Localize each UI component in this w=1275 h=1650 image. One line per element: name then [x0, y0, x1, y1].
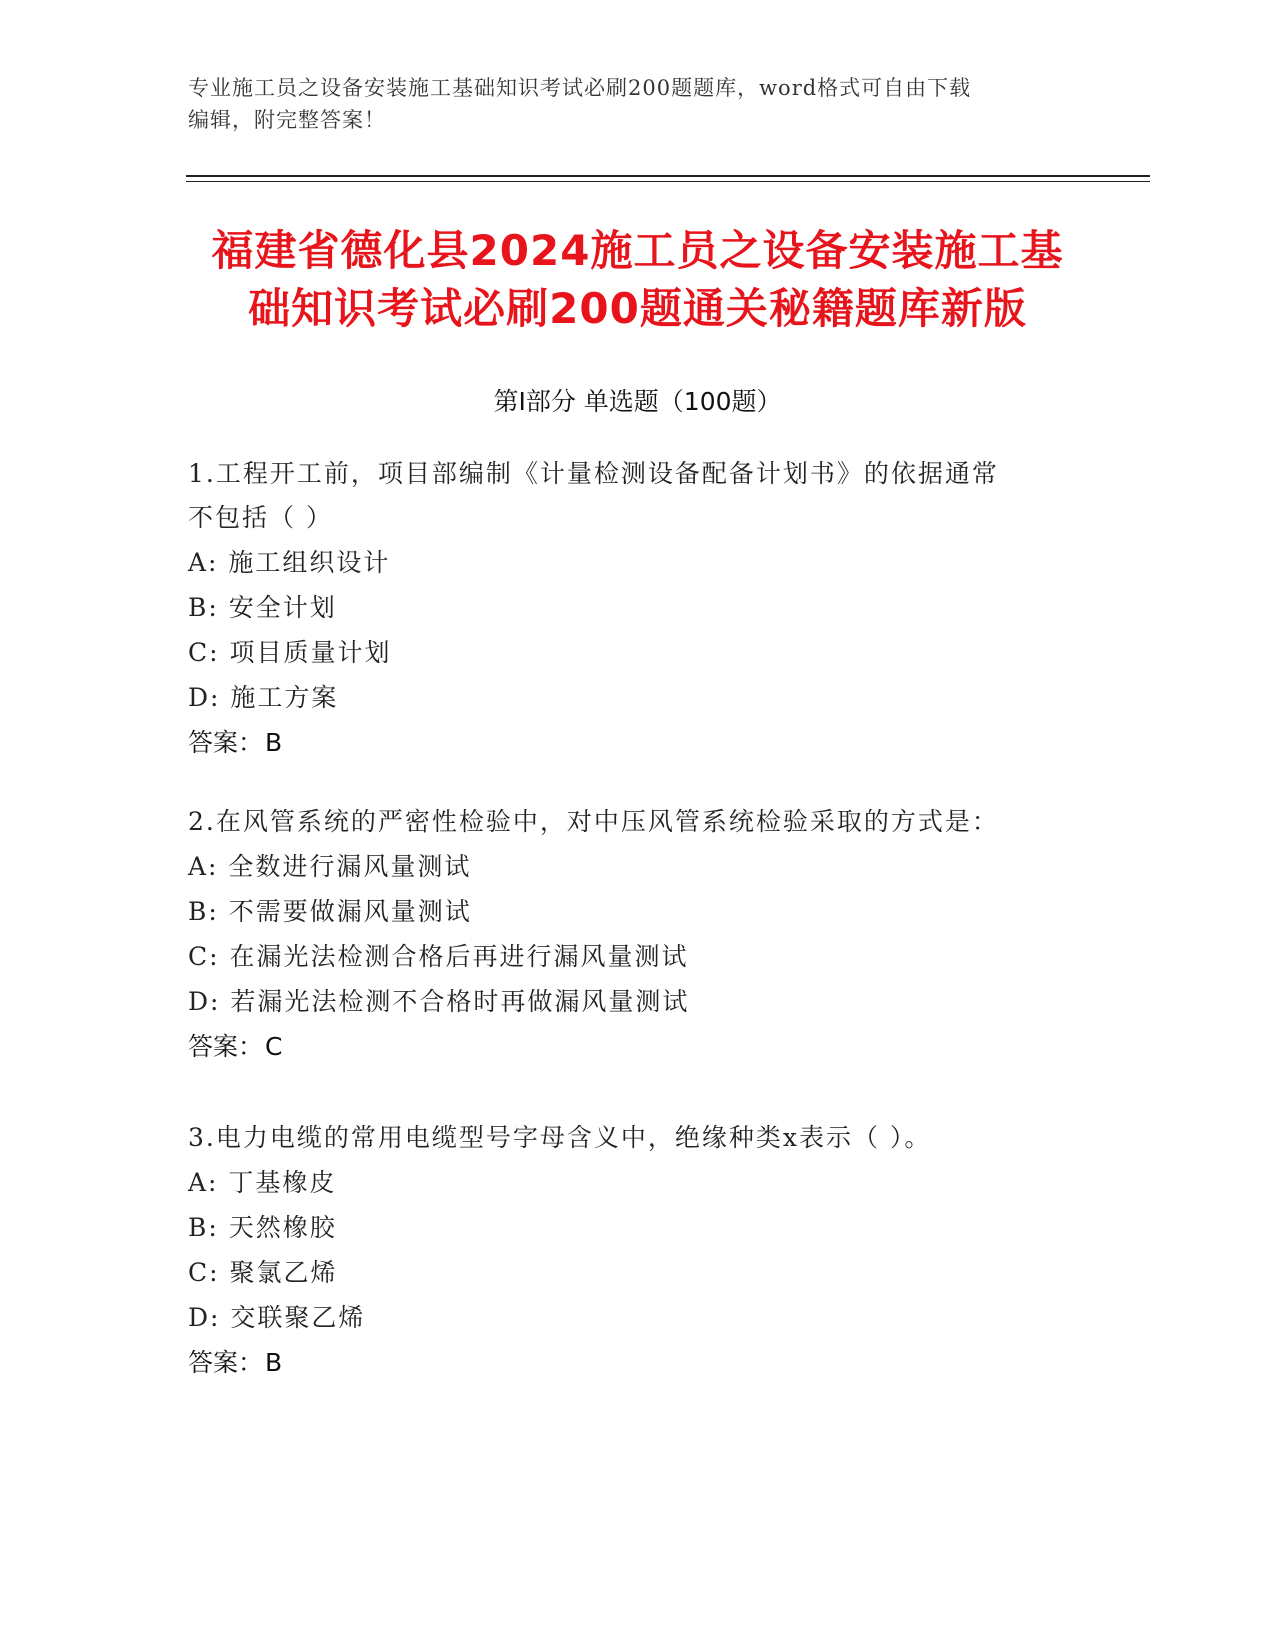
- question-1: [188, 452, 1088, 765]
- answer-label: 答案：: [188, 1032, 264, 1061]
- option-a: A: 施工组织设计: [188, 548, 391, 577]
- answer-value: B: [265, 728, 283, 757]
- answer-value: B: [265, 1348, 283, 1377]
- question-stem-line-2: 不包括（ ）: [188, 503, 333, 532]
- question-stem-line-1: 2.在风管系统的严密性检验中，对中压风管系统检验采取的方式是：: [188, 807, 999, 836]
- option-b: B: 安全计划: [188, 593, 337, 622]
- question-stem-line-1: 3.电力电缆的常用电缆型号字母含义中，绝缘种类x表示（ ）。: [188, 1123, 932, 1152]
- option-d: D: 施工方案: [188, 683, 339, 712]
- option-c: C: 在漏光法检测合格后再进行漏风量测试: [188, 942, 689, 971]
- answer: [188, 1340, 1088, 1385]
- option-c: C: 聚氯乙烯: [188, 1258, 338, 1287]
- document-title: [150, 222, 1125, 338]
- answer-label: 答案：: [188, 728, 264, 757]
- option-b: B: 天然橡胶: [188, 1213, 337, 1242]
- header-rule-thick: [186, 175, 1150, 177]
- header-note-line-2: 编辑，附完整答案！: [188, 108, 386, 132]
- question-stem-line-1: 1.工程开工前，项目部编制《计量检测设备配备计划书》的依据通常: [188, 459, 999, 488]
- header-note-line-1: 专业施工员之设备安装施工基础知识考试必刷200题题库，word格式可自由下载: [188, 76, 972, 100]
- answer: [188, 1024, 1088, 1069]
- section-title: 第Ⅰ部分 单选题（100题）: [493, 387, 782, 416]
- header-note: [188, 72, 1088, 136]
- question-3: [188, 1116, 1088, 1385]
- option-d: D: 交联聚乙烯: [188, 1303, 366, 1332]
- document-title-line-1: 福建省德化县2024施工员之设备安装施工基: [211, 226, 1064, 275]
- header-rule-thin: [186, 181, 1150, 182]
- document-title-line-2: 础知识考试必刷200题通关秘籍题库新版: [248, 284, 1027, 333]
- option-c: C: 项目质量计划: [188, 638, 392, 667]
- answer-value: C: [265, 1032, 283, 1061]
- option-a: A: 丁基橡皮: [188, 1168, 337, 1197]
- answer: [188, 720, 1088, 765]
- option-b: B: 不需要做漏风量测试: [188, 897, 472, 926]
- option-d: D: 若漏光法检测不合格时再做漏风量测试: [188, 987, 690, 1016]
- answer-label: 答案：: [188, 1348, 264, 1377]
- question-2: [188, 800, 1088, 1069]
- option-a: A: 全数进行漏风量测试: [188, 852, 472, 881]
